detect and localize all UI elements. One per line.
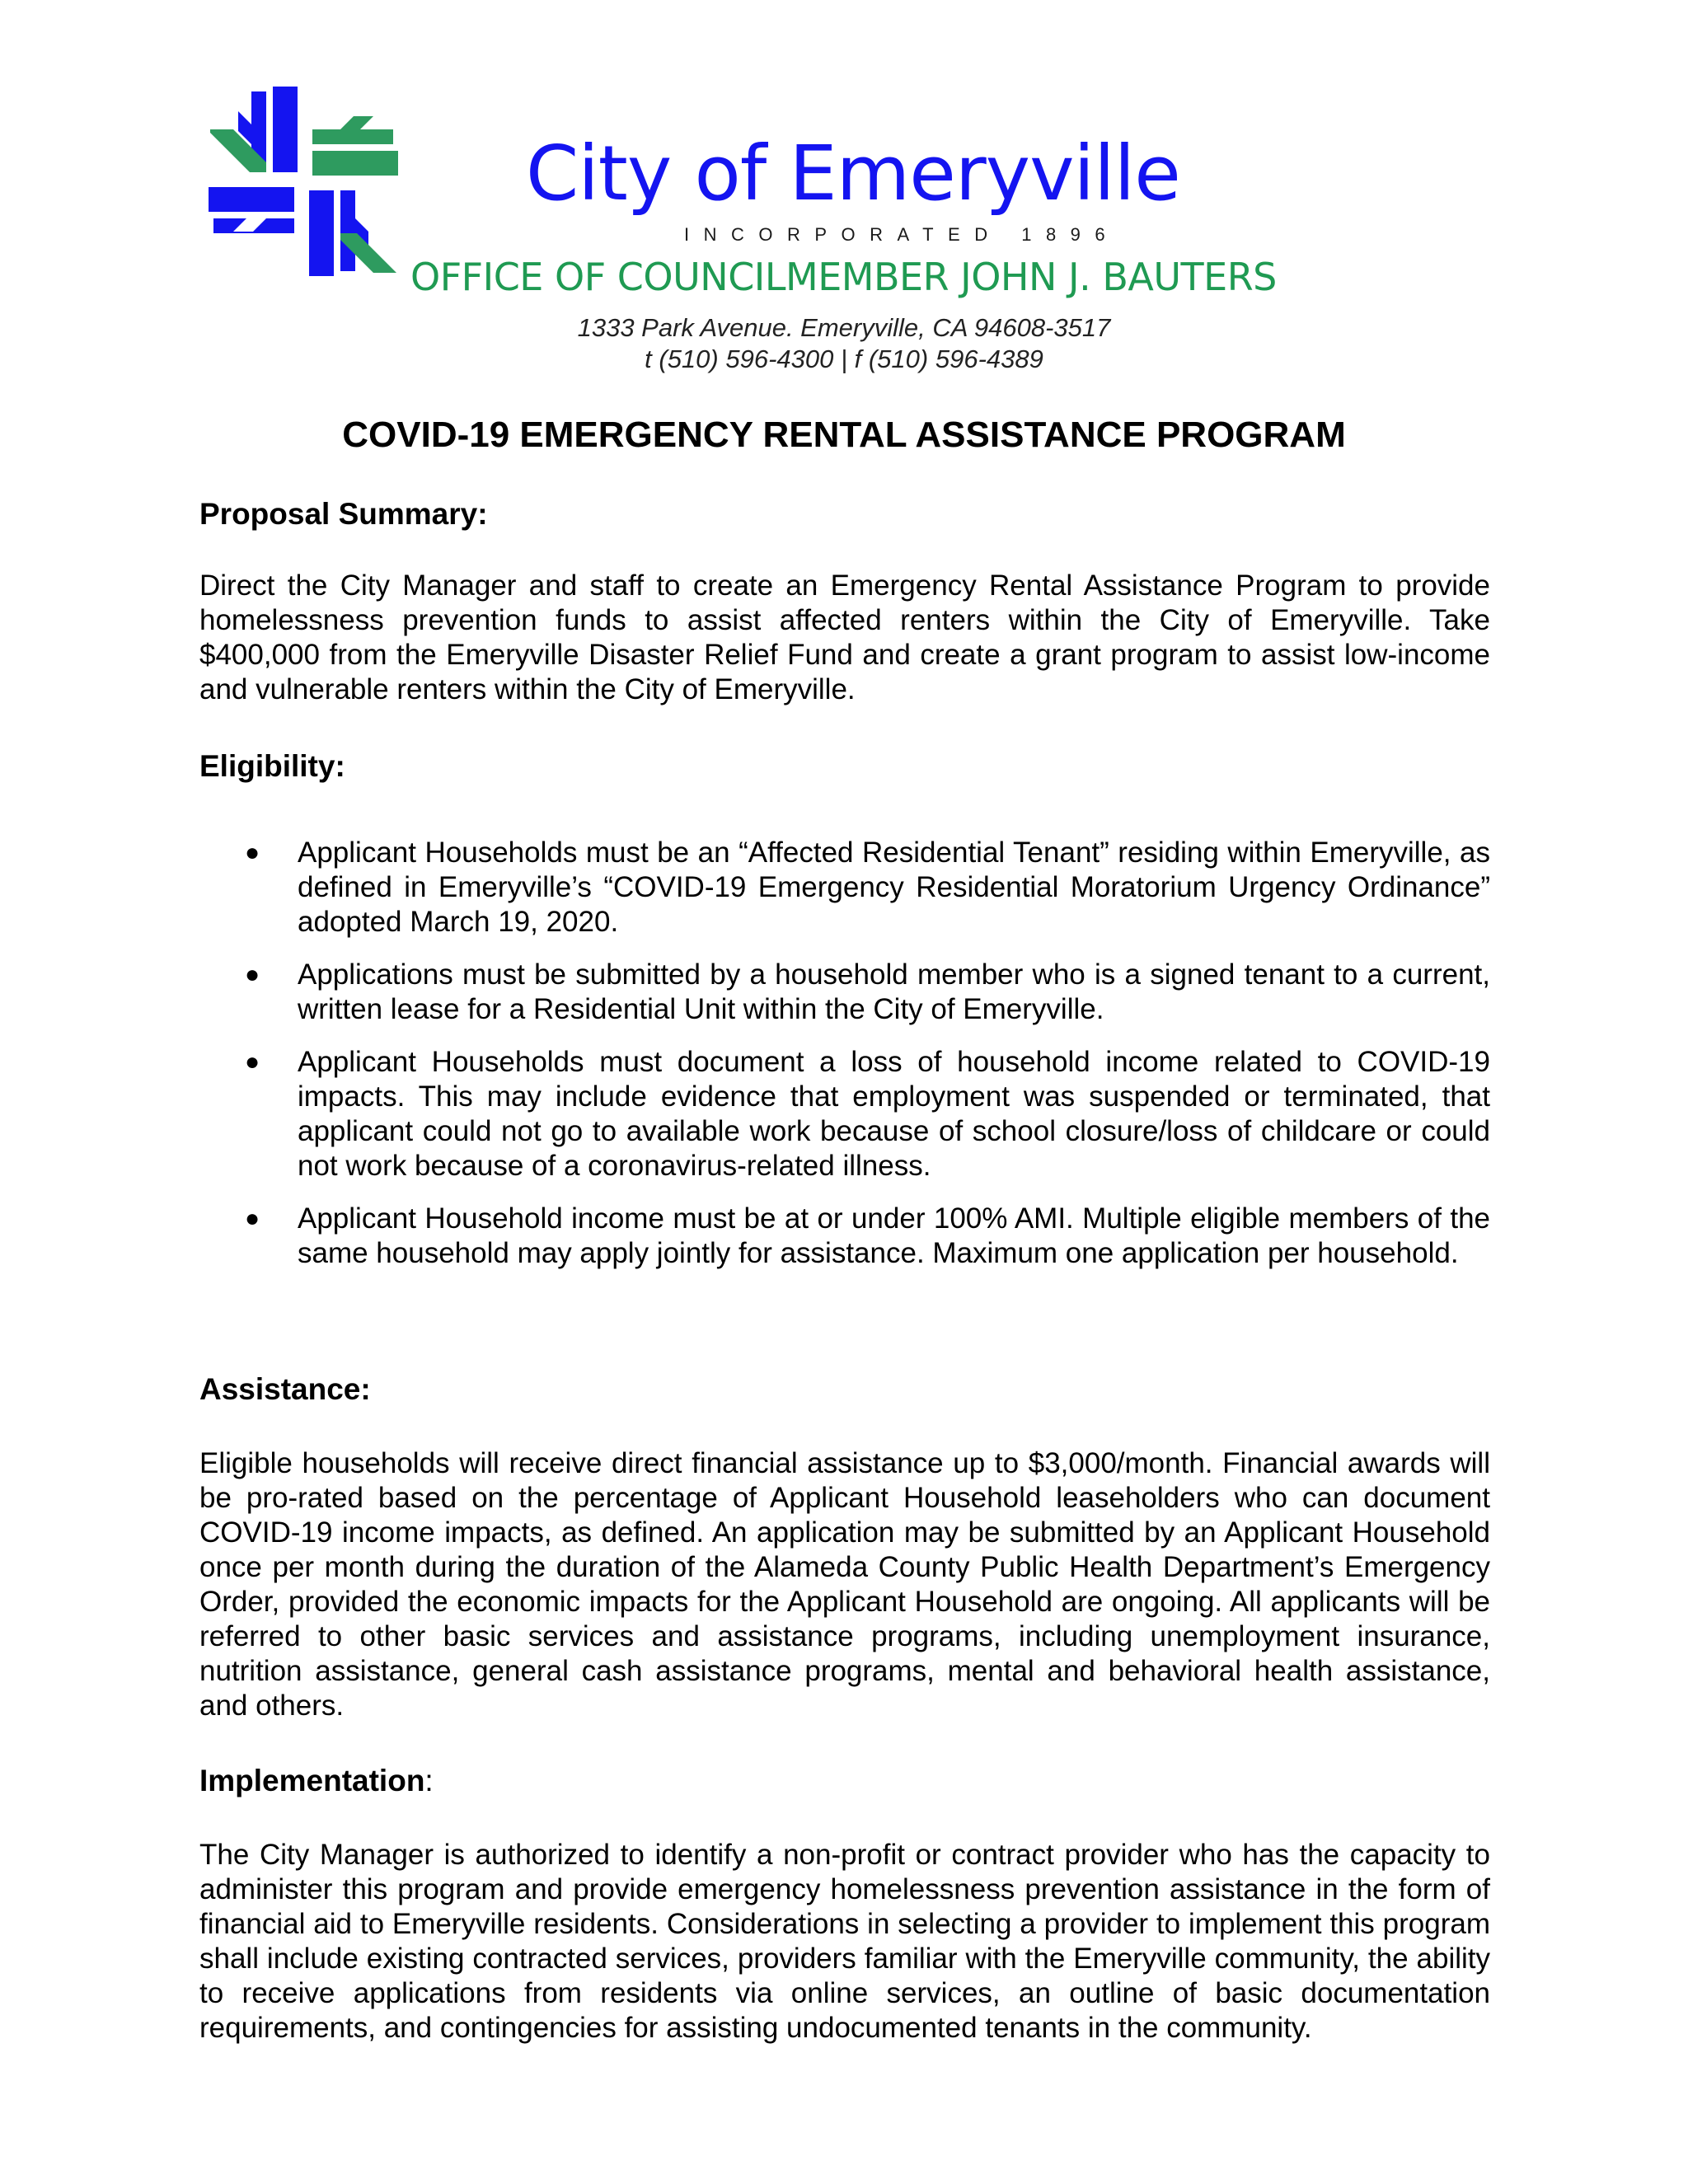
office-name: OFFICE OF COUNCILMEMBER JOHN J. BAUTERS [410,255,1277,299]
document-title: COVID-19 EMERGENCY RENTAL ASSISTANCE PROGRAM [342,415,1346,455]
list-item [199,1045,1490,1183]
list-item-text: Applicant Households must be an “Affected Residential Tenant” residing within Emeryville, as defined in Emeryville’s “COVID-19 Emergency Residential Moratorium Urgency Ordinance” adopted March 19, 2020. [298,837,1490,938]
city-name: City of Emeryville [526,129,1180,218]
list-item [199,1202,1490,1271]
city-logo [209,87,398,276]
list-item-text: Applications must be submitted by a household member who is a signed tenant to a current, written lease for a Residential Unit within the City of Emeryville. [298,958,1490,1025]
heading-colon: : [424,1764,434,1797]
list-item [199,836,1490,940]
heading-proposal-summary: Proposal Summary: [199,497,488,531]
incorporated-tagline: INCORPORATED 1896 [684,224,1120,245]
bullet-icon: ● [245,1048,260,1076]
heading-implementation [199,1764,434,1798]
heading-implementation-text: Implementation [199,1764,425,1797]
heading-eligibility: Eligibility: [199,749,345,783]
implementation-paragraph: The City Manager is authorized to identify a non-profit or contract provider who has the capacity to administer this program and provide emergency homelessness prevention assistance in the form of financial aid to Emeryville residents. Considerations in selecting a provider to implement this program shall include existing contracted services, providers familiar with the Emeryville community, the ability to receive applications from residents via online services, an outline of basic documentation requirements, and contingencies for assisting undocumented tenants in the community. [199,1839,1490,2044]
bullet-icon: ● [245,961,260,988]
bullet-icon: ● [245,839,260,866]
list-item-text: Applicant Household income must be at or under 100% AMI. Multiple eligible members of the same household may apply jointly for assistance. Maximum one application per household. [298,1202,1490,1269]
list-item-text: Applicant Households must document a loss of household income related to COVID-19 impacts. This may include evidence that employment was suspended or terminated, that applicant could not go to available work because of school closure/loss of childcare or could not work because of a coronavirus-related illness. [298,1046,1490,1182]
assistance-paragraph: Eligible households will receive direct financial assistance up to $3,000/month. Financial awards will be pro-rated based on the percentage of Applicant Household leaseholders who can document COVID-19 income impacts, as defined. An application may be submitted by an Applicant Household once per month during the duration of the Alameda County Public Health Department’s Emergency Order, provided the economic impacts for the Applicant Household are ongoing. All applicants will be referred to other basic services and assistance programs, including unemployment insurance, nutrition assistance, general cash assistance programs, mental and behavioral health assistance, and others. [199,1447,1490,1722]
phone-fax-line: t (510) 596-4300 | f (510) 596-4389 [645,344,1043,373]
list-item [199,958,1490,1027]
heading-assistance: Assistance: [199,1372,371,1406]
bullet-icon: ● [245,1205,260,1232]
summary-paragraph: Direct the City Manager and staff to create an Emergency Rental Assistance Program to provide homelessness prevention funds to assist affected renters within the City of Emeryville. Take $400,000 from the Emeryville Disaster Relief Fund and create a grant program to assist low-income and vulnerable renters within the City of Emeryville. [199,569,1490,705]
eligibility-list [199,836,1490,1289]
address-line: 1333 Park Avenue. Emeryville, CA 94608-3517 [577,313,1111,342]
